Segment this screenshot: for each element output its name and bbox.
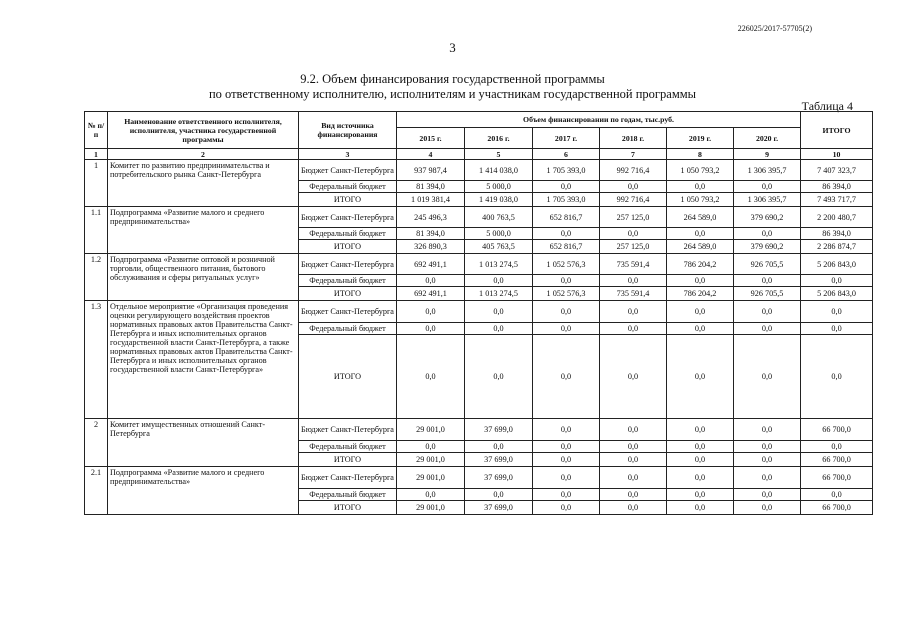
year-value: 0,0 — [600, 453, 667, 467]
executor-name: Подпрограмма «Развитие малого и среднего предпринимательства» — [108, 467, 299, 515]
total-value: 0,0 — [801, 323, 873, 335]
year-value: 245 496,3 — [397, 207, 465, 228]
year-value: 0,0 — [397, 301, 465, 323]
year-value: 0,0 — [600, 275, 667, 287]
executor-name: Подпрограмма «Развитие малого и среднего предпринимательства» — [108, 207, 299, 254]
year-value: 1 414 038,0 — [465, 160, 533, 181]
year-value: 0,0 — [533, 467, 600, 489]
financing-source: Федеральный бюджет — [299, 441, 397, 453]
column-index: 8 — [667, 149, 734, 160]
year-value: 0,0 — [667, 335, 734, 419]
year-value: 1 052 576,3 — [533, 254, 600, 275]
year-value: 37 699,0 — [465, 419, 533, 441]
column-index: 5 — [465, 149, 533, 160]
row-code: 1 — [85, 160, 108, 207]
year-value: 0,0 — [734, 181, 801, 193]
year-value: 264 589,0 — [667, 240, 734, 254]
year-value: 0,0 — [734, 335, 801, 419]
year-value: 29 001,0 — [397, 501, 465, 515]
financing-source: ИТОГО — [299, 240, 397, 254]
header-source: Вид источника финансирования — [299, 112, 397, 149]
total-value: 86 394,0 — [801, 181, 873, 193]
year-value: 0,0 — [667, 441, 734, 453]
year-value: 692 491,1 — [397, 254, 465, 275]
year-value: 0,0 — [397, 441, 465, 453]
year-value: 0,0 — [667, 301, 734, 323]
year-value: 1 052 576,3 — [533, 287, 600, 301]
year-value: 0,0 — [600, 181, 667, 193]
table-row — [85, 419, 873, 441]
year-value: 0,0 — [734, 453, 801, 467]
year-value: 992 716,4 — [600, 160, 667, 181]
year-value: 0,0 — [465, 275, 533, 287]
year-value: 37 699,0 — [465, 453, 533, 467]
year-value: 37 699,0 — [465, 501, 533, 515]
year-value: 0,0 — [667, 453, 734, 467]
year-value: 81 394,0 — [397, 228, 465, 240]
year-value: 0,0 — [667, 275, 734, 287]
header-year: 2015 г. — [397, 128, 465, 149]
header-number: № п/п — [85, 112, 108, 149]
year-value: 0,0 — [734, 228, 801, 240]
year-value: 1 705 393,0 — [533, 193, 600, 207]
year-value: 0,0 — [667, 181, 734, 193]
executor-name: Подпрограмма «Развитие оптовой и розничной торговли, общественного питания, бытового обслуживания и сферы ритуальных услуг» — [108, 254, 299, 301]
year-value: 0,0 — [734, 301, 801, 323]
year-value: 0,0 — [465, 301, 533, 323]
total-value: 66 700,0 — [801, 501, 873, 515]
column-index: 9 — [734, 149, 801, 160]
year-value: 29 001,0 — [397, 467, 465, 489]
column-index: 3 — [299, 149, 397, 160]
total-value: 86 394,0 — [801, 228, 873, 240]
year-value: 652 816,7 — [533, 240, 600, 254]
executor-name: Комитет по развитию предпринимательства и потребительского рынка Санкт-Петербурга — [108, 160, 299, 207]
year-value: 992 716,4 — [600, 193, 667, 207]
financing-source: Бюджет Санкт-Петербурга — [299, 419, 397, 441]
financing-source: ИТОГО — [299, 287, 397, 301]
year-value: 735 591,4 — [600, 287, 667, 301]
financing-source: ИТОГО — [299, 501, 397, 515]
column-index: 7 — [600, 149, 667, 160]
year-value: 0,0 — [465, 323, 533, 335]
table-row — [85, 254, 873, 275]
year-value: 0,0 — [465, 335, 533, 419]
year-value: 0,0 — [533, 453, 600, 467]
column-index: 4 — [397, 149, 465, 160]
year-value: 0,0 — [600, 441, 667, 453]
year-value: 0,0 — [734, 323, 801, 335]
year-value: 0,0 — [600, 501, 667, 515]
total-value: 7 493 717,7 — [801, 193, 873, 207]
total-value: 0,0 — [801, 275, 873, 287]
year-value: 1 013 274,5 — [465, 287, 533, 301]
table-row — [85, 160, 873, 181]
table-title — [0, 72, 905, 102]
year-value: 405 763,5 — [465, 240, 533, 254]
year-value: 326 890,3 — [397, 240, 465, 254]
year-value: 1 050 793,2 — [667, 160, 734, 181]
year-value: 735 591,4 — [600, 254, 667, 275]
total-value: 66 700,0 — [801, 467, 873, 489]
year-value: 257 125,0 — [600, 240, 667, 254]
year-value: 0,0 — [397, 489, 465, 501]
year-value: 29 001,0 — [397, 419, 465, 441]
financing-table — [84, 111, 873, 515]
year-value: 1 013 274,5 — [465, 254, 533, 275]
year-value: 0,0 — [533, 441, 600, 453]
year-value: 0,0 — [734, 501, 801, 515]
document-id: 226025/2017-57705(2) — [737, 24, 812, 33]
year-value: 81 394,0 — [397, 181, 465, 193]
table-row — [85, 207, 873, 228]
year-value: 37 699,0 — [465, 467, 533, 489]
year-value: 0,0 — [533, 419, 600, 441]
year-value: 1 705 393,0 — [533, 160, 600, 181]
year-value: 1 306 395,7 — [734, 160, 801, 181]
year-value: 0,0 — [397, 323, 465, 335]
year-value: 0,0 — [667, 323, 734, 335]
total-value: 0,0 — [801, 301, 873, 323]
year-value: 0,0 — [734, 275, 801, 287]
total-value: 5 206 843,0 — [801, 287, 873, 301]
financing-source: Федеральный бюджет — [299, 489, 397, 501]
year-value: 786 204,2 — [667, 287, 734, 301]
financing-source: Бюджет Санкт-Петербурга — [299, 467, 397, 489]
year-value: 1 050 793,2 — [667, 193, 734, 207]
year-value: 264 589,0 — [667, 207, 734, 228]
year-value: 0,0 — [600, 489, 667, 501]
executor-name: Комитет имущественных отношений Санкт-Петербурга — [108, 419, 299, 467]
header-total: ИТОГО — [801, 112, 873, 149]
year-value: 5 000,0 — [465, 228, 533, 240]
executor-name: Отдельное мероприятие «Организация проведения оценки регулирующего воздействия проектов нормативных правовых актов Правительства Санкт-Петербурга и иных исполнительных органов государственной власти Санкт-Петербурга, а также нормативных правовых актов Правительства Санкт-Петербурга и иных исполнительных органов государственной власти Санкт-Петербурга» — [108, 301, 299, 419]
header-volume: Объем финансировании по годам, тыс.руб. — [397, 112, 801, 128]
year-value: 0,0 — [600, 323, 667, 335]
year-value: 257 125,0 — [600, 207, 667, 228]
year-value: 786 204,2 — [667, 254, 734, 275]
year-value: 0,0 — [533, 228, 600, 240]
financing-source: Федеральный бюджет — [299, 228, 397, 240]
total-value: 0,0 — [801, 335, 873, 419]
column-index: 1 — [85, 149, 108, 160]
column-index: 10 — [801, 149, 873, 160]
financing-source: ИТОГО — [299, 335, 397, 419]
header-year: 2019 г. — [667, 128, 734, 149]
year-value: 0,0 — [533, 323, 600, 335]
year-value: 926 705,5 — [734, 287, 801, 301]
year-value: 0,0 — [600, 301, 667, 323]
year-value: 0,0 — [600, 335, 667, 419]
total-value: 5 206 843,0 — [801, 254, 873, 275]
total-value: 0,0 — [801, 489, 873, 501]
year-value: 0,0 — [397, 275, 465, 287]
header-name: Наименование ответственного исполнителя, исполнителя, участника государственной программы — [108, 112, 299, 149]
total-value: 2 286 874,7 — [801, 240, 873, 254]
year-value: 0,0 — [600, 419, 667, 441]
financing-source: Бюджет Санкт-Петербурга — [299, 301, 397, 323]
financing-source: ИТОГО — [299, 193, 397, 207]
year-value: 652 816,7 — [533, 207, 600, 228]
year-value: 0,0 — [397, 335, 465, 419]
year-value: 0,0 — [533, 181, 600, 193]
year-value: 0,0 — [465, 489, 533, 501]
year-value: 1 306 395,7 — [734, 193, 801, 207]
financing-source: ИТОГО — [299, 453, 397, 467]
financing-source: Федеральный бюджет — [299, 323, 397, 335]
title-line-2: по ответственному исполнителю, исполнителям и участникам государственной программы — [208, 87, 697, 101]
financing-source: Бюджет Санкт-Петербурга — [299, 160, 397, 181]
financing-source: Федеральный бюджет — [299, 181, 397, 193]
row-code: 1.1 — [85, 207, 108, 254]
table-row — [85, 467, 873, 489]
column-index: 6 — [533, 149, 600, 160]
year-value: 0,0 — [734, 467, 801, 489]
year-value: 379 690,2 — [734, 240, 801, 254]
year-value: 0,0 — [465, 441, 533, 453]
total-value: 66 700,0 — [801, 419, 873, 441]
year-value: 0,0 — [533, 335, 600, 419]
financing-source: Бюджет Санкт-Петербурга — [299, 254, 397, 275]
year-value: 5 000,0 — [465, 181, 533, 193]
year-value: 0,0 — [533, 275, 600, 287]
year-value: 937 987,4 — [397, 160, 465, 181]
year-value: 0,0 — [734, 441, 801, 453]
year-value: 0,0 — [533, 301, 600, 323]
year-value: 379 690,2 — [734, 207, 801, 228]
year-value: 0,0 — [600, 228, 667, 240]
year-value: 0,0 — [533, 489, 600, 501]
total-value: 0,0 — [801, 441, 873, 453]
year-value: 1 419 038,0 — [465, 193, 533, 207]
table-label: Таблица 4 — [801, 99, 853, 113]
row-code: 2.1 — [85, 467, 108, 515]
year-value: 0,0 — [667, 228, 734, 240]
year-value: 0,0 — [734, 489, 801, 501]
total-value: 66 700,0 — [801, 453, 873, 467]
total-value: 7 407 323,7 — [801, 160, 873, 181]
header-year: 2017 г. — [533, 128, 600, 149]
year-value: 1 019 381,4 — [397, 193, 465, 207]
total-value: 2 200 480,7 — [801, 207, 873, 228]
header-year: 2016 г. — [465, 128, 533, 149]
financing-source: Федеральный бюджет — [299, 275, 397, 287]
row-code: 1.3 — [85, 301, 108, 419]
year-value: 0,0 — [667, 419, 734, 441]
year-value: 0,0 — [600, 467, 667, 489]
header-year: 2020 г. — [734, 128, 801, 149]
year-value: 400 763,5 — [465, 207, 533, 228]
financing-source: Бюджет Санкт-Петербурга — [299, 207, 397, 228]
year-value: 0,0 — [667, 467, 734, 489]
year-value: 0,0 — [734, 419, 801, 441]
page-number: 3 — [449, 40, 456, 55]
column-index-row — [85, 149, 873, 160]
year-value: 29 001,0 — [397, 453, 465, 467]
title-line-1: 9.2. Объем финансирования государственной программы — [300, 72, 605, 86]
year-value: 0,0 — [667, 489, 734, 501]
year-value: 0,0 — [667, 501, 734, 515]
year-value: 692 491,1 — [397, 287, 465, 301]
header-year: 2018 г. — [600, 128, 667, 149]
row-code: 1.2 — [85, 254, 108, 301]
row-code: 2 — [85, 419, 108, 467]
year-value: 926 705,5 — [734, 254, 801, 275]
table-row — [85, 301, 873, 323]
year-value: 0,0 — [533, 501, 600, 515]
column-index: 2 — [108, 149, 299, 160]
